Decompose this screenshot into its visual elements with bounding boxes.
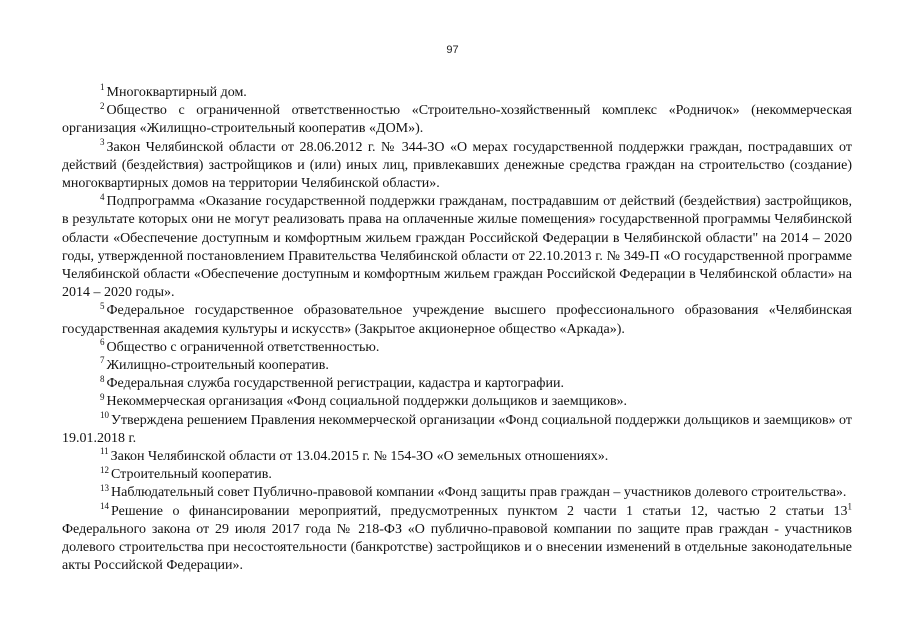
footnote-number: 2 [100, 100, 105, 111]
footnote-text-part: Решение о финансировании мероприятий, предусмотренных пунктом 2 части 1 статьи 12, частью 2 статьи 13 [111, 503, 848, 519]
footnote-13 [62, 484, 852, 502]
footnote-number: 5 [100, 300, 105, 311]
footnote-text: Наблюдательный совет Публично-правовой компании «Фонд защиты прав граждан – участников долевого строительства». [111, 485, 847, 501]
footnote-12 [62, 466, 852, 484]
footnote-number: 7 [100, 355, 105, 366]
footnote-number: 9 [100, 391, 105, 402]
footnote-number: 11 [100, 446, 109, 457]
footnote-text: Общество с ограниченной ответственностью. [106, 339, 380, 355]
footnote-text: Закон Челябинской области от 13.04.2015 г. № 154-ЗО «О земельных отношениях». [110, 449, 609, 465]
footnote-9 [62, 393, 852, 411]
footnote-number: 1 [100, 82, 105, 93]
footnotes-list [62, 84, 852, 575]
footnote-number: 13 [100, 482, 109, 493]
footnote-2 [62, 102, 852, 138]
footnote-text: Жилищно-строительный кооператив. [106, 358, 329, 374]
footnote-text-part: Федерального закона от 29 июля 2017 года № 218-ФЗ «О публично-правовой компании по защите прав граждан - участников долевого строительства при несостоятельности (банкротстве) застройщиков и о внесении изменений в отдельные законодательные акты Российской Федерации». [62, 521, 852, 574]
page-number: 97 [446, 44, 459, 56]
footnote-number: 4 [100, 191, 105, 202]
footnote-5 [62, 302, 852, 338]
footnote-text: Закон Челябинской области от 28.06.2012 г. № 344-ЗО «О мерах государственной поддержки граждан, пострадавших от действий (бездействия) застройщиков и (или) иных лиц, привлекавших денежные средства граждан на строительство (создание) многоквартирных домов на территории Челябинской области». [62, 139, 852, 192]
footnote-text: Многоквартирный дом. [106, 85, 247, 100]
footnote-text: Подпрограмма «Оказание государственной поддержки гражданам, пострадавшим от действий (бездействия) застройщиков, в результате которых они не могут реализовать права на оплаченные жилые помещения» государственной программы Челябинской области «Обеспечение доступным и комфортным жильем граждан Российской Федерации в Челябинской области" на 2014 – 2020 годы, утвержденной постановлением Правительства Челябинской области от 22.10.2013 г. № 349-П «О государственной программе Челябинской области «Обеспечение доступным и комфортным жильем граждан Российской Федерации в Челябинской области» на 2014 – 2020 годы». [62, 194, 852, 301]
footnote-3 [62, 136, 852, 194]
footnote-text: Некоммерческая организация «Фонд социальной поддержки дольщиков и заемщиков». [106, 394, 628, 410]
footnote-number: 3 [100, 136, 105, 147]
footnote-number: 14 [100, 501, 109, 512]
footnote-text: Общество с ограниченной ответственностью «Строительно-хозяйственный комплекс «Родничок» (некоммерческая организация «Жилищно-строительный кооператив «ДОМ»). [62, 103, 852, 137]
footnote-text: Строительный кооператив. [111, 467, 272, 483]
footnote-number: 12 [100, 464, 109, 475]
footnote-text: Утверждена решением Правления некоммерческой организации «Фонд социальной поддержки дольщиков и заемщиков» от 19.01.2018 г. [62, 412, 852, 446]
footnote-7 [62, 357, 852, 375]
footnote-6 [62, 339, 852, 357]
footnote-8 [62, 375, 852, 393]
footnote-4 [62, 193, 852, 302]
footnote-14 [62, 503, 852, 576]
footnote-number: 6 [100, 337, 105, 348]
footnote-text: Федеральная служба государственной регистрации, кадастра и картографии. [106, 376, 564, 392]
footnote-11 [62, 448, 852, 466]
footnote-number: 8 [100, 373, 105, 384]
footnote-number: 10 [100, 410, 109, 420]
footnote-10 [62, 412, 852, 448]
footnote-text: Федеральное государственное образовательное учреждение высшего профессионального образования «Челябинская государственная академия культуры и искусств» (Закрытое акционерное общество «Аркада»). [62, 303, 852, 337]
footnote-1 [62, 84, 852, 102]
inline-superscript: 1 [847, 501, 852, 512]
